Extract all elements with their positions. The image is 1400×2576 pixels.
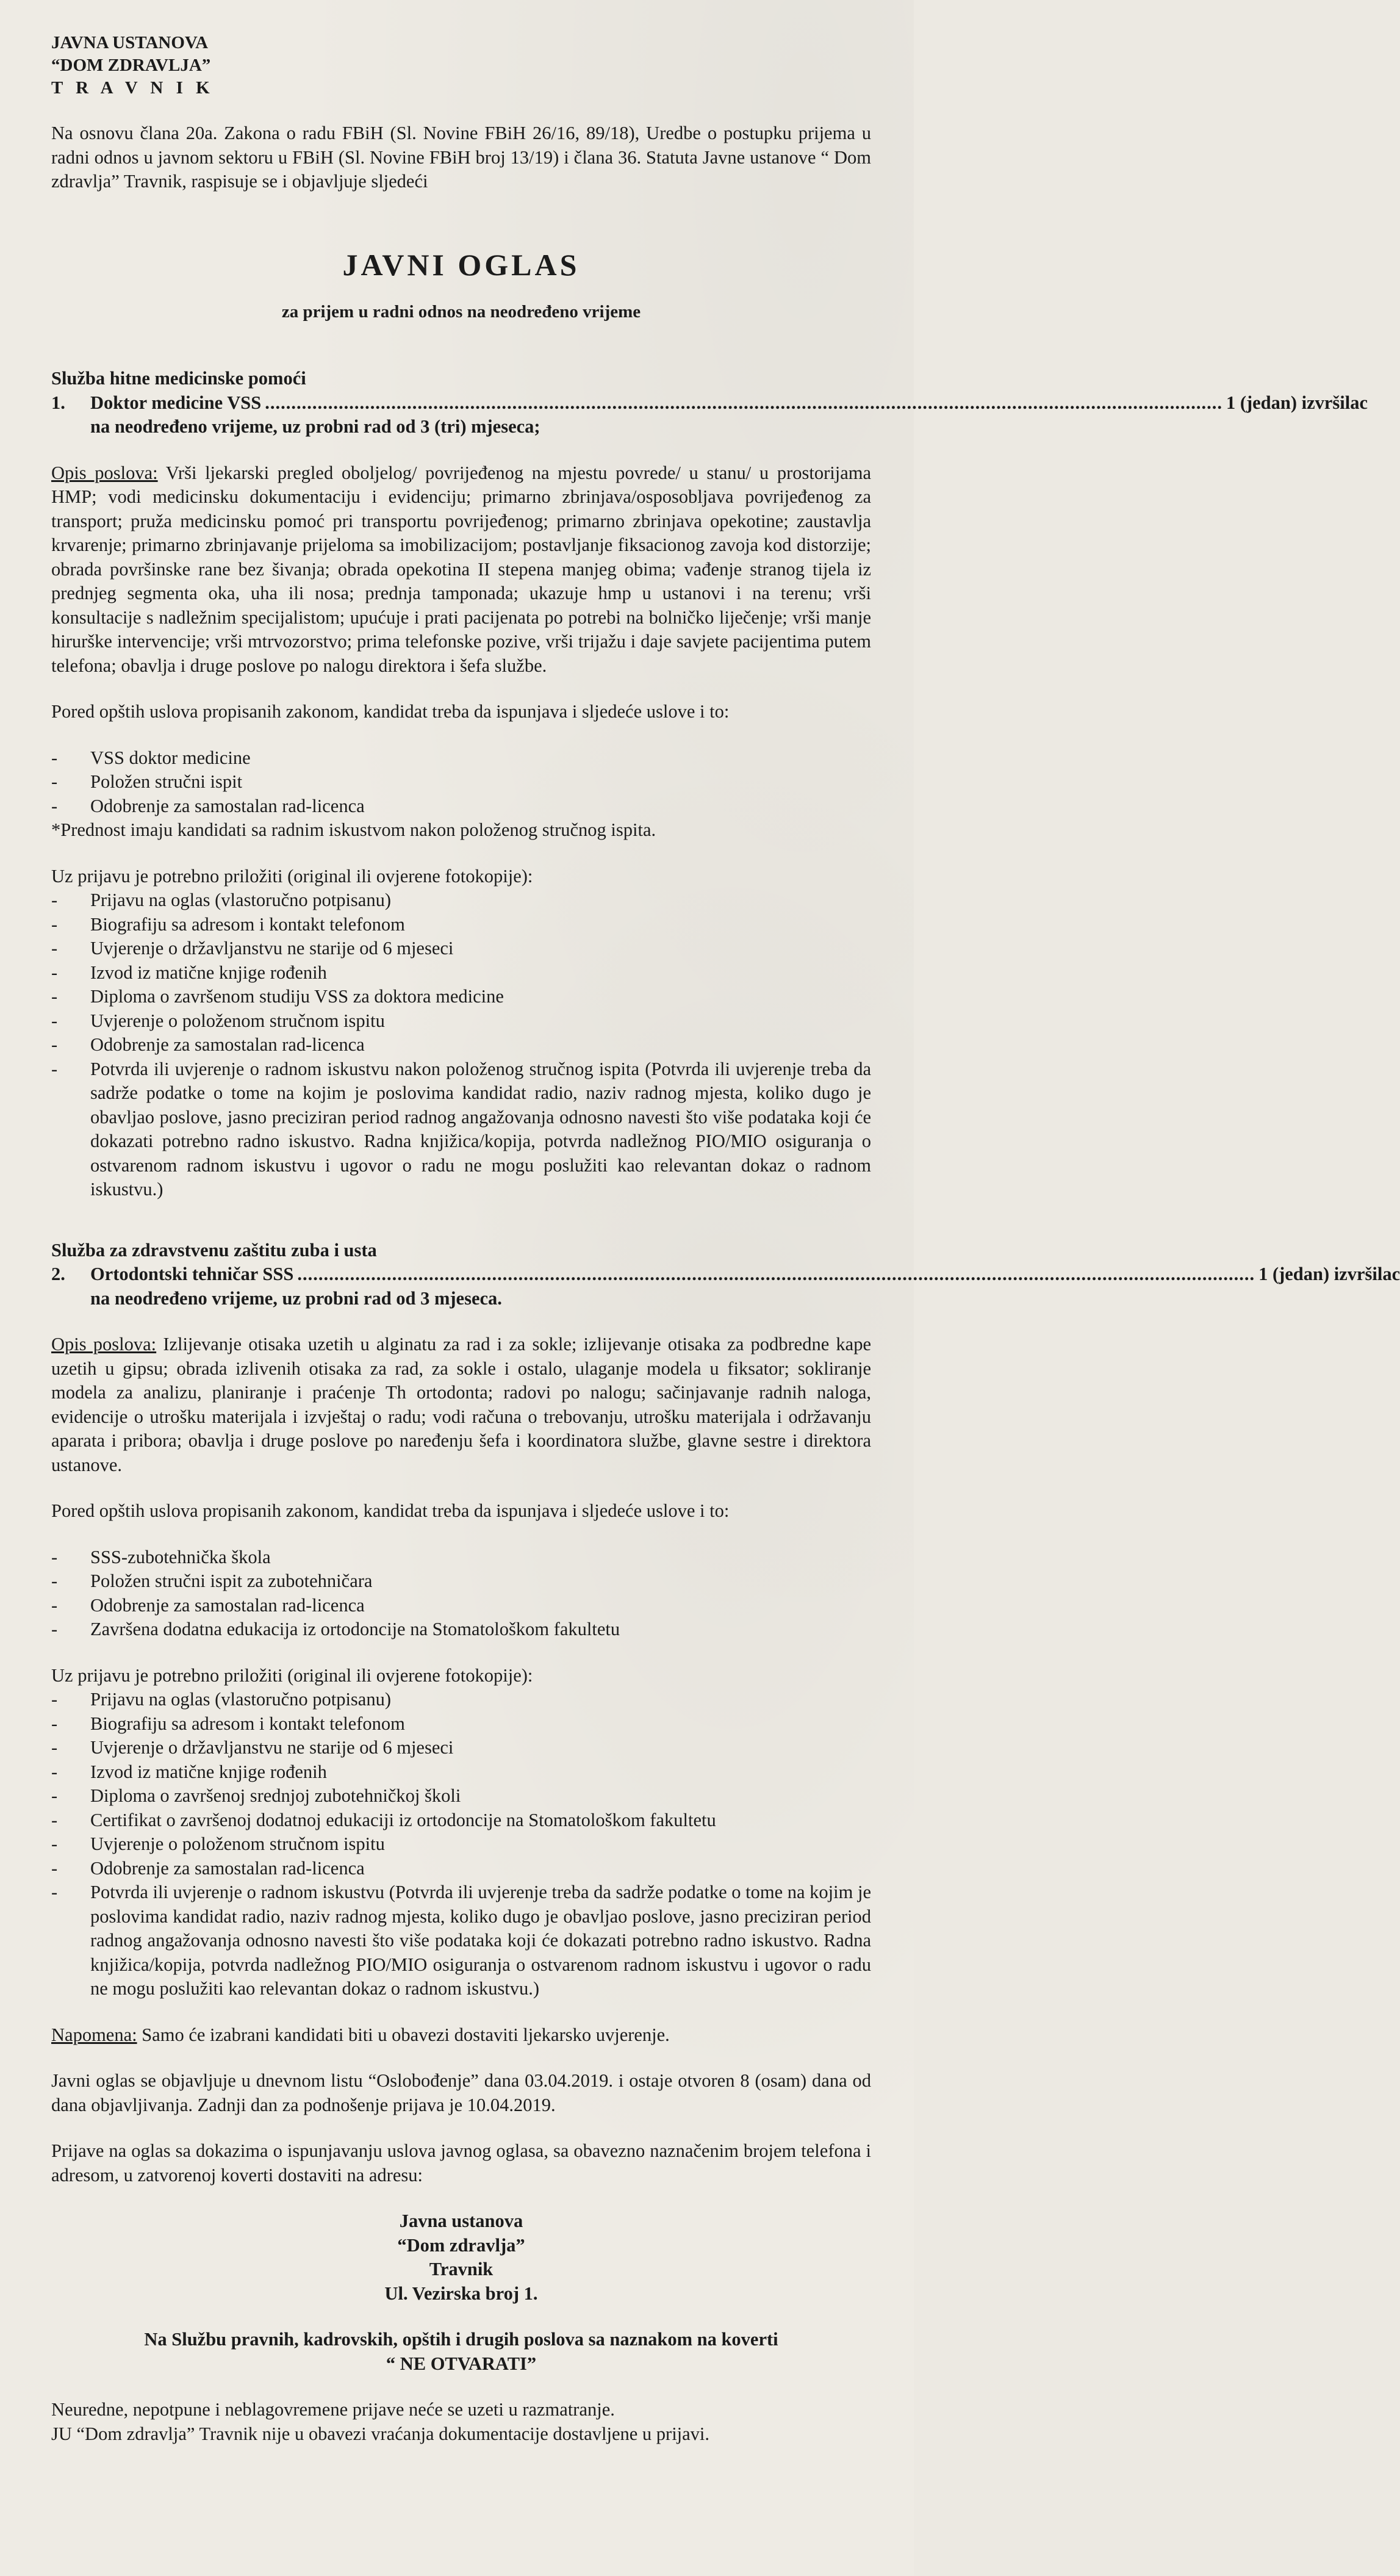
footer-line-2: JU “Dom zdravlja” Travnik nije u obavezi vraćanja dokumentacije dostavljene u prijavi. <box>51 2423 710 2444</box>
list-item: - Odobrenje za samostalan rad-licenca <box>51 1594 871 1618</box>
duties-label: Opis poslova: <box>51 462 158 483</box>
list-item: - Biografiju sa adresom i kontakt telefonom <box>51 1712 871 1736</box>
conditions-list <box>51 746 871 819</box>
position-terms: na neodređeno vrijeme, uz probni rad od 3 mjeseca. <box>90 1287 502 1309</box>
list-item: - Uvjerenje o državljanstvu ne starije od 6 mjeseci <box>51 1736 871 1760</box>
intro-paragraph: Na osnovu člana 20a. Zakona o radu FBiH (Sl. Novine FBiH 26/16, 89/18), Uredbe o postupku prijema u radni odnos u javnom sektoru u FBiH (Sl. Novine FBiH broj 13/19) i člana 36. Statuta Javne ustanove “ Dom zdravlja” Travnik, raspisuje se i objavljuje sljedeći <box>51 123 871 192</box>
list-item: - Izvod iz matične knjige rođenih <box>51 1760 871 1785</box>
conditions-list <box>51 1545 871 1642</box>
envelope-line-1: Na Službu pravnih, kadrovskih, opštih i drugih poslova sa naznakom na koverti <box>144 2329 778 2350</box>
position-heading <box>51 1262 1400 1311</box>
header-line-3: T R A V N I K <box>51 78 214 98</box>
list-item: - Prijavu na oglas (vlastoručno potpisanu) <box>51 888 871 913</box>
list-item: - Uvjerenje o državljanstvu ne starije od 6 mjeseci <box>51 937 871 961</box>
dot-leader <box>265 391 1222 416</box>
documents-list <box>51 888 871 1202</box>
duties-text: Izlijevanje otisaka uzetih u alginatu za rad i za sokle; izlijevanje otisaka za podbredne kape uzetih u gipsu; obrada izlivenih otisaka za rad, za sokle i ostalo, ulaganje modela u fiksator; sokliranje modela za analizu, planiranje i praćenje Th ortodonta; radovi po nalogu; sačinjavanje radnih naloga, evidencije o utrošku materijala i izvještaj o radu; vodi računa o trebovanju, utrošku materijala i održavanju aparata i pribora; obavlja i druge poslove po naređenju šefa i koordinatora službe, glavne sestre i direktora ustanove. <box>51 1334 872 1475</box>
footer-line-1: Neuredne, nepotpune i neblagovremene prijave neće se uzeti u razmatranje. <box>51 2399 615 2420</box>
list-item: - Uvjerenje o položenom stručnom ispitu <box>51 1832 871 1857</box>
delivery-address <box>51 2209 871 2306</box>
list-item: - Diploma o završenom studiju VSS za doktora medicine <box>51 985 871 1009</box>
header-line-2: “DOM ZDRAVLJA” <box>51 56 211 75</box>
address-line: “Dom zdravlja” <box>397 2234 525 2256</box>
list-item: - Odobrenje za samostalan rad-licenca <box>51 794 871 819</box>
institution-header <box>51 32 871 99</box>
napomena-text: Samo će izabrani kandidati biti u obavezi dostaviti ljekarsko uvjerenje. <box>137 2024 670 2045</box>
envelope-line-2: “ NE OTVARATI” <box>386 2353 537 2374</box>
position-number: 2. <box>51 1264 65 1284</box>
address-line: Ul. Vezirska broj 1. <box>384 2283 538 2304</box>
documents-intro: Uz prijavu je potrebno priložiti (original ili ovjerene fotokopije): <box>51 1664 533 1686</box>
position-heading <box>51 391 1368 439</box>
list-item: - Prijavu na oglas (vlastoručno potpisanu) <box>51 1688 871 1712</box>
list-item: - Biografiju sa adresom i kontakt telefonom <box>51 913 871 937</box>
documents-intro: Uz prijavu je potrebno priložiti (original ili ovjerene fotokopije): <box>51 865 533 887</box>
position-title: Doktor medicine VSS <box>90 392 262 413</box>
submission-paragraph: Prijave na oglas sa dokazima o ispunjavanju uslova javnog oglasa, sa obavezno naznačenim brojem telefona i adresom, u zatvorenoj koverti dostaviti na adresu: <box>51 2140 871 2186</box>
address-line: Javna ustanova <box>399 2211 523 2231</box>
position-title: Ortodontski tehničar SSS <box>90 1264 294 1284</box>
preference-note: *Prednost imaju kandidati sa radnim iskustvom nakon položenog stručnog ispita. <box>51 819 656 840</box>
envelope-instruction <box>51 2328 871 2376</box>
list-item: - Položen stručni ispit <box>51 770 871 794</box>
napomena-label: Napomena: <box>51 2024 137 2045</box>
publication-paragraph: Javni oglas se objavljuje u dnevnom listu “Oslobođenje” dana 03.04.2019. i ostaje otvoren 8 (osam) dana od dana objavljivanja. Zadnji dan za podnošenje prijava je 10.04.2019. <box>51 2070 871 2115</box>
position-terms: na neodređeno vrijeme, uz probni rad od 3 (tri) mjeseca; <box>90 416 540 437</box>
documents-list <box>51 1688 871 2001</box>
list-item: - Diploma o završenoj srednjoj zubotehničkoj školi <box>51 1784 871 1808</box>
position-count: 1 (jedan) izvršilac <box>1258 1264 1400 1284</box>
list-item: - Potvrda ili uvjerenje o radnom iskustvu nakon položenog stručnog ispita (Potvrda ili uvjerenje treba da sadrže podatke o tome na kojim je poslovima kandidat radio, naziv radnog mjesta, koliko dugo je obavljao poslove, jasno preciziran period radnog angažovanja odnosno navesti što više podataka koji će dokazati potrebno radno iskustvo. Radna knjižica/kopija, potvrda nadležnog PIO/MIO osiguranja o ostvarenom radnom iskustvu i ugovor o radu ne mogu poslužiti kao relevantan dokaz o radnom iskustvu.) <box>51 1057 871 1202</box>
napomena-paragraph <box>51 2023 871 2048</box>
header-line-1: JAVNA USTANOVA <box>51 33 209 52</box>
list-item: - Odobrenje za samostalan rad-licenca <box>51 1857 871 1881</box>
conditions-intro: Pored opštih uslova propisanih zakonom, kandidat treba da ispunjava i sljedeće uslove i to: <box>51 1500 730 1521</box>
service-name: Služba hitne medicinske pomoći <box>51 368 306 389</box>
page-title: JAVNI OGLAS <box>342 247 580 282</box>
duties-text: Vrši ljekarski pregled oboljelog/ povrijeđenog na mjestu povrede/ u stanu/ u prostorijama HMP; vodi medicinsku dokumentaciju i evidenciju; primarno zbrinjava/osposobljava povrijeđenog za transport; pruža medicinsku pomoć pri transportu povrijeđenog; primarno zbrinjava opekotine; zaustavlja krvarenje; primarno zbrinjavanje prijeloma sa imobilizacijom; postavljanje fiksacionog zavoja kod distorzije; obrada površinske rane bez šivanja; obrada opekotina II stepena manjeg obima; vađenje stranog tijela iz prednjeg segmenta oka, uha ili nosa; prednja tamponada; ukazuje hmp u ustanovi i na terenu; vrši konsultacije s nadležnim specijalistom; upućuje i prati pacijenata po potrebi na bolničko liječenje; vrši manje hirurške intervencije; vrši mtrvozorstvo; prima telefonske pozive, vrši trijažu i daje savjete pacijentima putem telefona; obavlja i druge poslove po nalogu direktora i šefa službe. <box>51 462 871 676</box>
list-item: - SSS-zubotehnička škola <box>51 1545 871 1570</box>
list-item: - Odobrenje za samostalan rad-licenca <box>51 1033 871 1057</box>
list-item: - Izvod iz matične knjige rođenih <box>51 961 871 985</box>
duties-paragraph <box>51 1333 871 1477</box>
position-count: 1 (jedan) izvršilac <box>1226 392 1368 413</box>
position-section-1 <box>51 367 1368 1202</box>
list-item: - Certifikat o završenoj dodatnoj edukaciji iz ortodoncije na Stomatološkom fakultetu <box>51 1808 871 1833</box>
list-item: - VSS doktor medicine <box>51 746 871 771</box>
position-section-2 <box>51 1239 1400 2001</box>
duties-label: Opis poslova: <box>51 1334 157 1355</box>
list-item: - Završena dodatna edukacija iz ortodoncije na Stomatološkom fakultetu <box>51 1617 871 1642</box>
dot-leader <box>297 1262 1255 1287</box>
list-item: - Položen stručni ispit za zubotehničara <box>51 1569 871 1594</box>
address-line: Travnik <box>429 2259 494 2279</box>
conditions-intro: Pored opštih uslova propisanih zakonom, kandidat treba da ispunjava i sljedeće uslove i to: <box>51 701 730 722</box>
duties-paragraph <box>51 461 871 678</box>
list-item: - Potvrda ili uvjerenje o radnom iskustvu (Potvrda ili uvjerenje treba da sadrže podatke o tome na kojim je poslovima kandidat radio, naziv radnog mjesta, koliko dugo je obavljao poslove, jasno preciziran period radnog angažovanja odnosno navesti što više podataka koji će dokazati potrebno radno iskustvo. Radna knjižica/kopija, potvrda nadležnog PIO/MIO osiguranja o ostvarenom radnom iskustvu i ugovor o radu ne mogu poslužiti kao relevantan dokaz o radnom iskustvu.) <box>51 1880 871 2001</box>
service-name: Služba za zdravstvenu zaštitu zuba i usta <box>51 1239 377 1261</box>
position-number: 1. <box>51 392 65 413</box>
list-item: - Uvjerenje o položenom stručnom ispitu <box>51 1009 871 1034</box>
page-subtitle: za prijem u radni odnos na neodređeno vrijeme <box>281 301 641 322</box>
